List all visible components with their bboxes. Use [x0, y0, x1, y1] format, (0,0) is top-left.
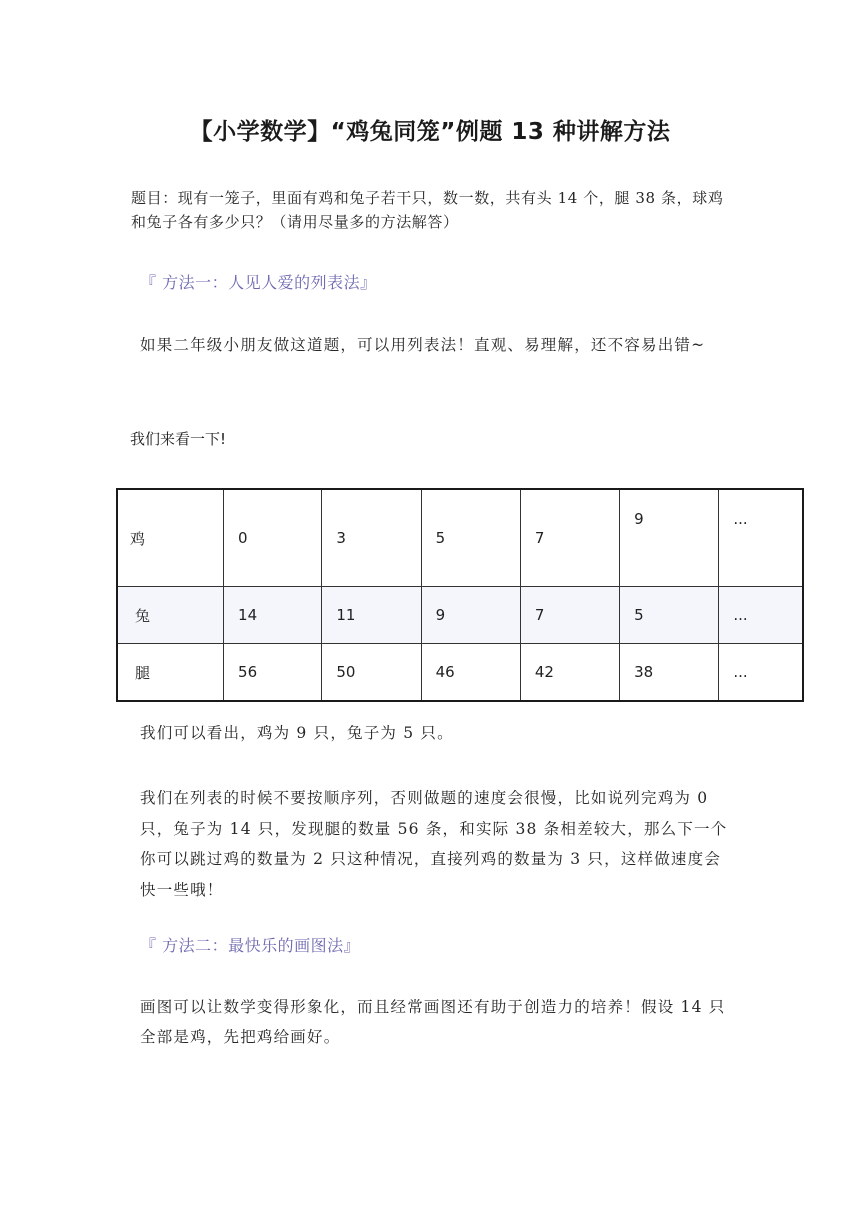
- table-cell: 5: [620, 587, 719, 644]
- result-text: 我们可以看出，鸡为 9 只，兔子为 5 只。: [140, 724, 454, 742]
- table-cell: ...: [719, 644, 803, 702]
- tip-paragraph: 我们在列表的时候不要按顺序列，否则做题的速度会很慢，比如说列完鸡为 0 只，兔子为 14 只，发现腿的数量 56 条，和实际 38 条相差较大，那么下一个你可以跳过鸡的数量为 2 只这种情况，直接列鸡的数量为 3 只，这样做速度会快一些哦！: [140, 789, 728, 899]
- table-cell: 56: [224, 644, 322, 702]
- table-cell: 鸡: [117, 489, 224, 587]
- enumeration-table: [116, 488, 804, 702]
- page-title: 【小学数学】“鸡兔同笼”例题 13 种讲解方法: [189, 119, 671, 145]
- table-cell: 5: [421, 489, 520, 587]
- table-row-rabbit: [117, 587, 803, 644]
- table-cell: ...: [719, 489, 803, 587]
- table-row-chicken: [117, 489, 803, 587]
- method1-intro: 如果二年级小朋友做这道题，可以用列表法！直观、易理解，还不容易出错~: [140, 336, 706, 354]
- table-cell: 9: [421, 587, 520, 644]
- table-cell: 46: [421, 644, 520, 702]
- look-text: 我们来看一下!: [130, 430, 227, 448]
- table-cell: 腿: [117, 644, 224, 702]
- problem-statement: 题目：现有一笼子，里面有鸡和兔子若干只，数一数，共有头 14 个，腿 38 条，球鸡和兔子各有多少只？（请用尽量多的方法解答）: [131, 189, 724, 231]
- method1-heading: 『 方法一：人见人爱的列表法』: [140, 273, 377, 292]
- table-cell: 38: [620, 644, 719, 702]
- table-cell: 42: [520, 644, 619, 702]
- table-cell: 7: [520, 587, 619, 644]
- table-cell: 0: [224, 489, 322, 587]
- method2-intro: 画图可以让数学变得形象化，而且经常画图还有助于创造力的培养！假设 14 只全部是鸡，先把鸡给画好。: [140, 998, 726, 1046]
- table-cell: 50: [322, 644, 421, 702]
- method2-heading: 『 方法二：最快乐的画图法』: [140, 936, 361, 955]
- table-cell: 3: [322, 489, 421, 587]
- table-cell: 14: [224, 587, 322, 644]
- table-cell: 11: [322, 587, 421, 644]
- table-cell: 兔: [117, 587, 224, 644]
- table-row-legs: [117, 644, 803, 702]
- table-cell: ...: [719, 587, 803, 644]
- table-cell: 9: [620, 489, 719, 587]
- table-cell: 7: [520, 489, 619, 587]
